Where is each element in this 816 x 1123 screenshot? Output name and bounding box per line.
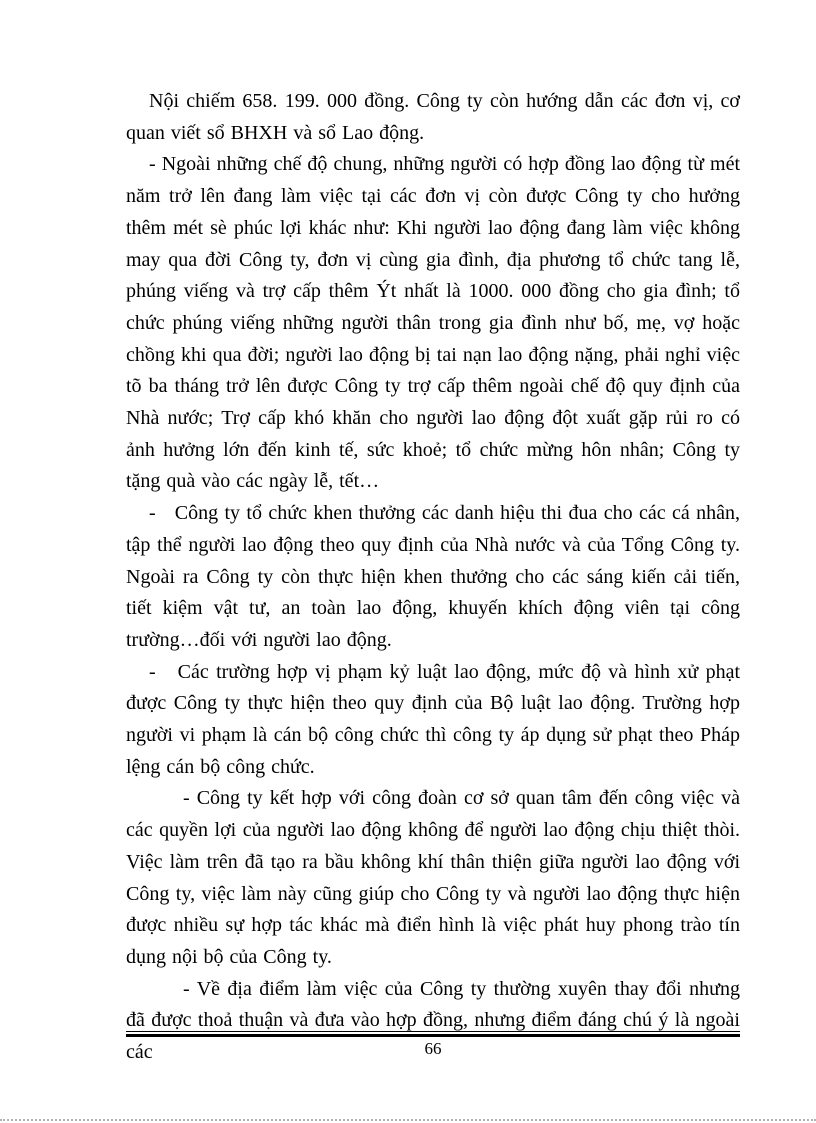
paragraph: Nội chiếm 658. 199. 000 đồng. Công ty còn hướng dẫn các đơn vị, cơ quan viết sổ BHXH và sổ Lao động. (126, 90, 740, 144)
paragraph: - Công ty tổ chức khen thưởng các danh hiệu thi đua cho các cá nhân, tập thể người lao động theo quy định của Nhà nước và của Tổng Công ty. Ngoài ra Công ty còn thực hiện khen thưởng cho các sáng kiến cải tiến, tiết kiệm vật tư, an toàn lao động, khuyến khích động viên tại công trường…đối với người lao động. (126, 502, 740, 651)
paragraph: - Về địa điểm làm việc của Công ty thường xuyên thay đổi nhưng đã được thoả thuận và đưa vào hợp đồng, nhưng điểm đáng chú ý là ngoài các (126, 977, 740, 1064)
page-boundary-dotted-line (0, 1119, 816, 1121)
paragraph: - Công ty kết hợp với công đoàn cơ sở quan tâm đến công việc và các quyền lợi của người lao động không để người lao động chịu thiệt thòi. Việc làm trên đã tạo ra bầu không khí thân thiện giữa người lao động với Công ty, việc làm này cũng giúp cho Công ty và người lao động thực hiện được nhiều sự hợp tác khác mà điển hình là việc phát huy phong trào tín dụng nội bộ của Công ty. (126, 787, 740, 968)
document-body (126, 86, 740, 1069)
paragraph: - Ngoài những chế độ chung, những người có hợp đồng lao động từ mét năm trở lên đang làm việc tại các đơn vị còn được Công ty cho hưởng thêm mét sè phúc lợi khác như: Khi người lao động đang làm việc không may qua đời Công ty, đơn vị cùng gia đình, địa phương tổ chức tang lễ, phúng viếng và trợ cấp thêm Ýt nhất là 1000. 000 đồng cho gia đình; tổ chức phúng viếng những người thân trong gia đình như bố, mẹ, vợ hoặc chồng khi qua đời; người lao động bị tai nạn lao động nặng, phải nghỉ việc tõ ba tháng trở lên được Công ty trợ cấp thêm ngoài chế độ quy định của Nhà nước; Trợ cấp khó khăn cho người lao động đột xuất gặp rủi ro có ảnh hưởng lớn đến kinh tế, sức khoẻ; tổ chức mừng hôn nhân; Công ty tặng quà vào các ngày lễ, tết… (126, 153, 740, 493)
footer-rule (126, 1031, 740, 1037)
page-footer (126, 1031, 740, 1060)
paragraph: - Các trường hợp vị phạm kỷ luật lao động, mức độ và hình xử phạt được Công ty thực hiện theo quy định của Bộ luật lao động. Trường hợp người vi phạm là cán bộ công chức thì công ty áp dụng sử phạt theo Pháp lệng cán bộ công chức. (126, 660, 740, 778)
page-number: 66 (424, 1039, 442, 1058)
